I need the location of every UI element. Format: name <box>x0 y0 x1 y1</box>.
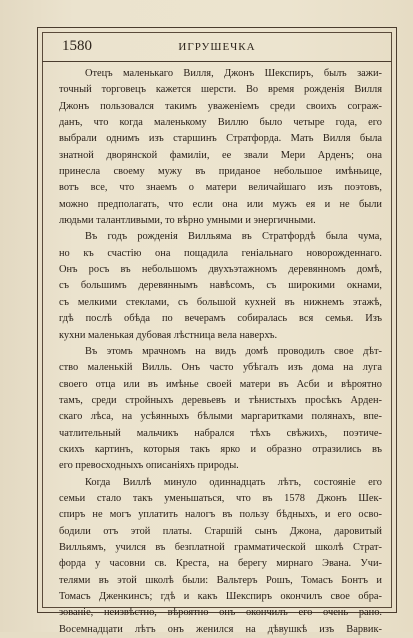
text-line: Вилльямъ, учился въ безплатной грамматической школѣ Страт- <box>59 541 382 553</box>
text-line: форда у часовни св. Креста, на берегу мирнаго Эвана. Учи- <box>59 558 382 570</box>
text-line: бодили отъ этой платы. Старшій сынъ Джона, даровитый <box>59 525 382 537</box>
text-line: кухни маленькая дубовая лѣстница вела наверхъ. <box>59 329 278 341</box>
text-line: Онъ росъ въ небольшомъ двухъэтажномъ деревянномъ домѣ, <box>59 264 382 276</box>
text-line: спиръ не могъ уплатить налогъ въ пользу бѣдныхъ, и его осво- <box>59 509 382 521</box>
text-line: зованіе, неизвѣстно, вѣроятно онъ окончилъ его очень рано. <box>59 607 382 619</box>
text-line: можно предполагать, что если она или мужъ ея и не были <box>59 198 382 210</box>
paragraph <box>59 344 382 475</box>
text-line: выбрали однимъ изъ старшинъ Стратфорда. Мать Вилля была <box>59 133 382 145</box>
text-line: но къ счастію она пощадила геніальнаго новорожденнаго. <box>59 247 382 259</box>
text-line: скаго лѣса, на усѣянныхъ бѣлыми маргаритками полянахъ, впе- <box>59 411 382 423</box>
text-line: людьми талантливыми, то вѣрно умными и энергичными. <box>59 215 316 227</box>
text-line: телями въ этой школѣ были: Вальтеръ Рошъ, Томасъ Бонтъ и <box>59 574 382 586</box>
body-text <box>59 66 382 638</box>
text-line: Джонъ пользовался такимъ уваженіемъ среди своихъ сограж- <box>59 100 382 112</box>
text-line: Въ годъ рожденія Вилльяма въ Стратфордѣ была чума, <box>85 231 382 243</box>
text-line: точный торговецъ кажется шерсти. Во время рожденія Вилля <box>59 84 382 96</box>
text-line: ство маленькій Вилль. Онъ часто убѣгалъ изъ дома на луга <box>59 362 382 374</box>
text-line: чатлительный мальчикъ набрался тѣхъ свѣжихъ, поэтиче- <box>59 427 382 439</box>
text-line: его превосходныхъ описаніяхъ природы. <box>59 460 239 472</box>
running-head: ИГРУШЕЧКА <box>178 41 256 53</box>
text-line: знатной дворянской фамиліи, ее звали Мери Арденъ; она <box>59 149 382 161</box>
text-line: съ большимъ деревяннымъ навѣсомъ, съ широкими окнами, <box>59 280 382 292</box>
text-line: принесла своему мужу въ приданое небольшое имѣньице, <box>59 166 382 178</box>
text-line: тамъ, среди стройныхъ деревьевъ и тѣнистыхъ просѣкъ Арден- <box>59 394 382 406</box>
text-line: Томасъ Дженкинсъ; гдѣ и какъ Шекспиръ окончилъ свое обра- <box>59 591 382 602</box>
text-line: съ мелкими стеклами, съ большой кухней въ нижнемъ этажѣ, <box>59 296 382 308</box>
paragraph <box>59 475 382 638</box>
text-line: Восемнадцати лѣтъ онъ женился на дѣвушкѣ изъ Варвик- <box>59 623 382 635</box>
text-line: скихъ картинъ, которыя такъ ярко и образно отразились въ <box>59 443 382 455</box>
paragraph <box>59 66 382 229</box>
text-line: семьи стало такъ уменьшаться, что въ 1578 Джонъ Шек- <box>59 492 382 504</box>
text-line: Въ этомъ мрачномъ на видъ домѣ проводилъ свое дѣт- <box>85 345 382 357</box>
text-line: данъ, что когда маленькому Виллю было четыре года, его <box>59 117 382 129</box>
header-divider <box>42 61 392 62</box>
text-line: Когда Виллѣ минуло одиннадцать лѣтъ, состояніе его <box>85 476 382 488</box>
text-line: Отецъ маленькаго Вилля, Джонъ Шекспиръ, былъ зажи- <box>85 68 382 79</box>
text-line: гдѣ послѣ обѣда по вечерамъ собиралась вся семья. Изъ <box>59 313 382 325</box>
paragraph <box>59 229 382 343</box>
page-number: 1580 <box>62 38 92 54</box>
text-line: вотъ все, что знаемъ о матери величайшаго изъ поэтовъ, <box>59 182 382 194</box>
text-line: своего отца или въ имѣнье своей матери въ Асби и вѣроятно <box>59 378 382 390</box>
